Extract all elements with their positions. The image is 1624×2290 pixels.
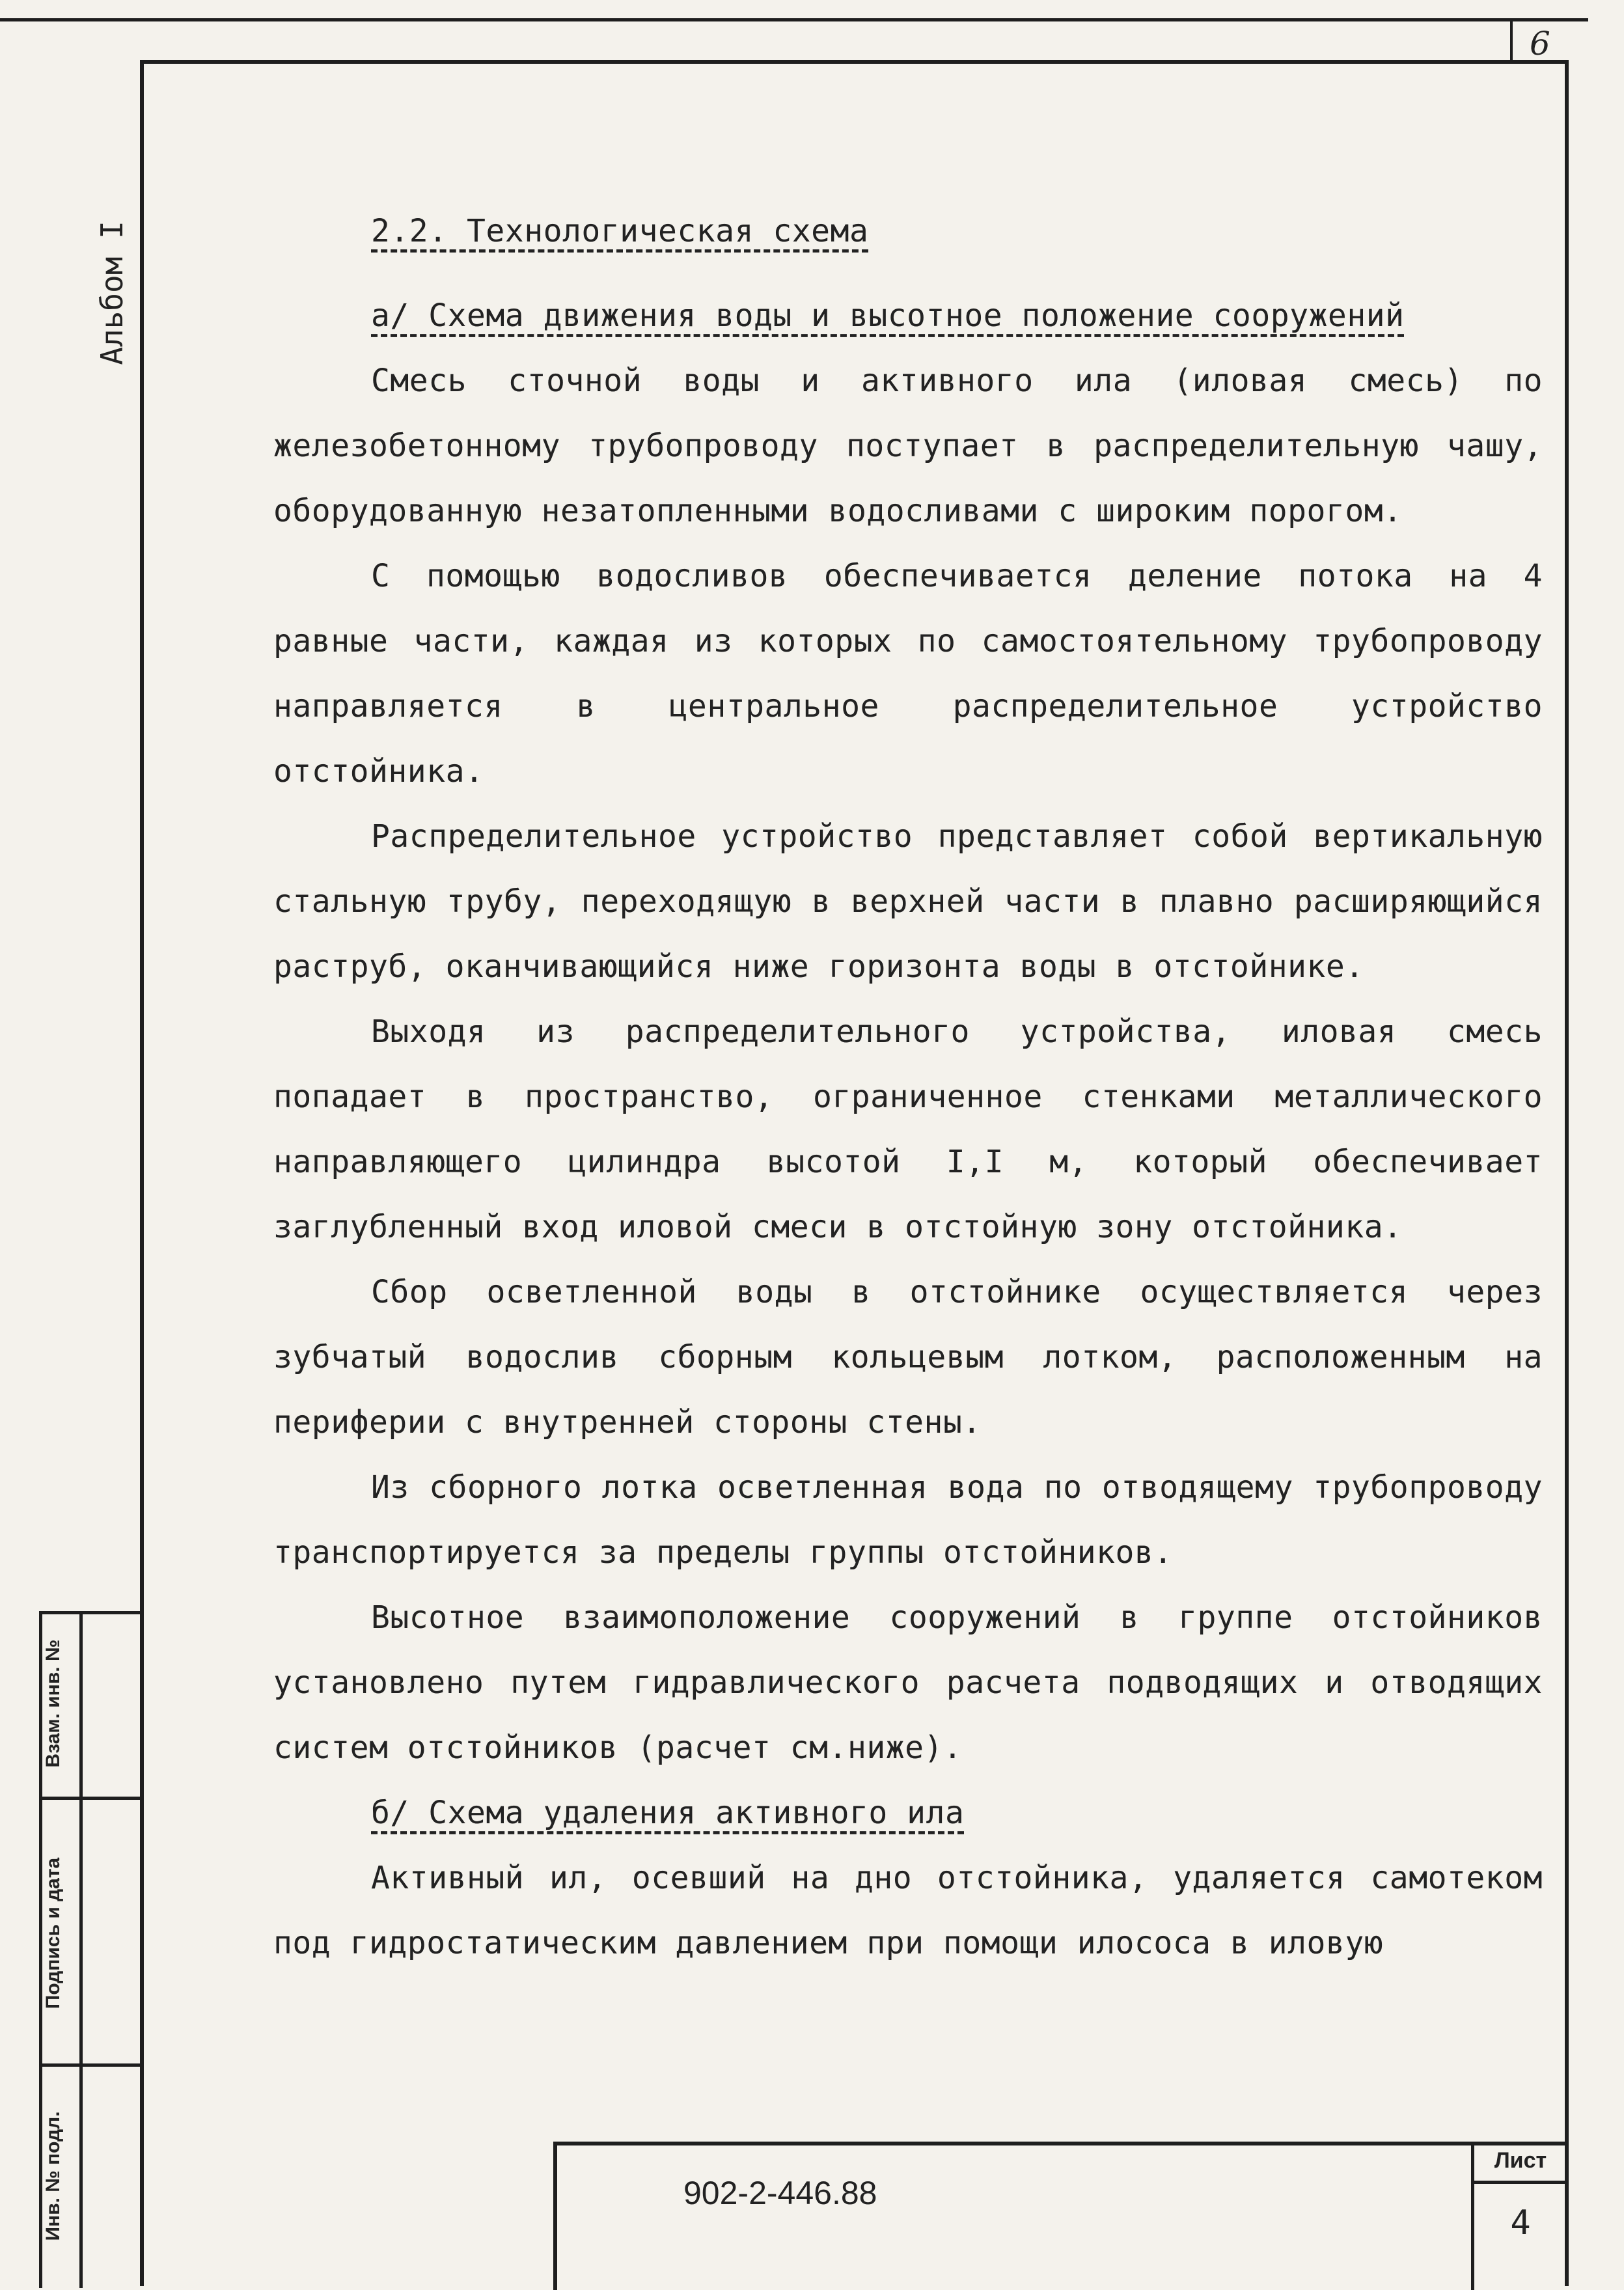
vzam-inv-label: Взам. инв. № bbox=[42, 1639, 64, 1768]
frame-left bbox=[140, 60, 144, 2286]
document-body bbox=[273, 199, 1543, 1976]
subsection-a-heading-text: а/ Схема движения воды и высотное положение сооружений bbox=[371, 297, 1405, 334]
paragraph-3: Распределительное устройство представляет собой вертикальную стальную трубу, переходящую в верхней части в плавно расширяющийся раструб, оканчивающийся ниже горизонта воды в отстойнике. bbox=[273, 818, 1543, 985]
page-number-box-left bbox=[1510, 18, 1513, 62]
subsection-b-heading bbox=[273, 1780, 1543, 1845]
side-box-mid bbox=[79, 1611, 83, 2288]
stamp-sheet-div bbox=[1471, 2181, 1569, 2184]
paragraph-b: Активный ил, осевший на дно отстойника, удаляется самотеком под гидростатическим давлением при помощи илососа в иловую bbox=[273, 1860, 1543, 1961]
subsection-b-heading-text: б/ Схема удаления активного ила bbox=[371, 1795, 965, 1831]
document-code: 902-2-446.88 bbox=[683, 2175, 877, 2211]
paragraph-4: Выходя из распределительного устройства, иловая смесь попадает в пространство, ограниченное стенками металлического направляющего цилиндра высотой I,I м, который обеспечивает заглубленный вход иловой смеси в отстойную зону отстойника. bbox=[273, 1014, 1543, 1245]
section-heading-text: 2.2. Технологическая схема bbox=[371, 213, 869, 249]
frame-right bbox=[1565, 60, 1569, 2286]
stamp-top bbox=[553, 2142, 1569, 2145]
page-number-top: 6 bbox=[1530, 25, 1550, 62]
paragraph-2: С помощью водосливов обеспечивается деление потока на 4 равные части, каждая из которых по самостоятельному трубопроводу направляется в центральное распределительное устройство отстойника. bbox=[273, 558, 1543, 790]
paragraph-7: Высотное взаимоположение сооружений в группе отстойников установлено путем гидравлического расчета подводящих и отводящих систем отстойников (расчет см.ниже). bbox=[273, 1599, 1543, 1766]
side-div-1 bbox=[39, 1797, 143, 1800]
sheet-number: 4 bbox=[1510, 2203, 1531, 2242]
album-label: Альбом I bbox=[94, 221, 130, 365]
side-div-2 bbox=[39, 2063, 143, 2067]
paragraph-1: Смесь сточной воды и активного ила (иловая смесь) по железобетонному трубопроводу поступает в распределительную чашу, оборудованную незатопленными водосливами с широким порогом. bbox=[273, 363, 1543, 529]
sheet-label: Лист bbox=[1494, 2148, 1547, 2173]
side-box-top bbox=[39, 1611, 143, 1614]
podpis-data-label: Подпись и дата bbox=[42, 1857, 64, 2009]
section-heading bbox=[273, 199, 1543, 264]
paragraph-5: Сбор осветленной воды в отстойнике осуществляется через зубчатый водослив сборным кольцевым лотком, расположенным на периферии с внутренней стороны стены. bbox=[273, 1274, 1543, 1441]
frame-top bbox=[140, 60, 1569, 64]
stamp-sheet-left bbox=[1471, 2142, 1474, 2290]
top-rule bbox=[0, 18, 1588, 21]
inv-podl-label: Инв. № подл. bbox=[42, 2111, 64, 2241]
subsection-a-heading bbox=[273, 283, 1543, 348]
stamp-left bbox=[553, 2142, 557, 2290]
paragraph-6: Из сборного лотка осветленная вода по отводящему трубопроводу транспортируется за пределы группы отстойников. bbox=[273, 1469, 1543, 1571]
